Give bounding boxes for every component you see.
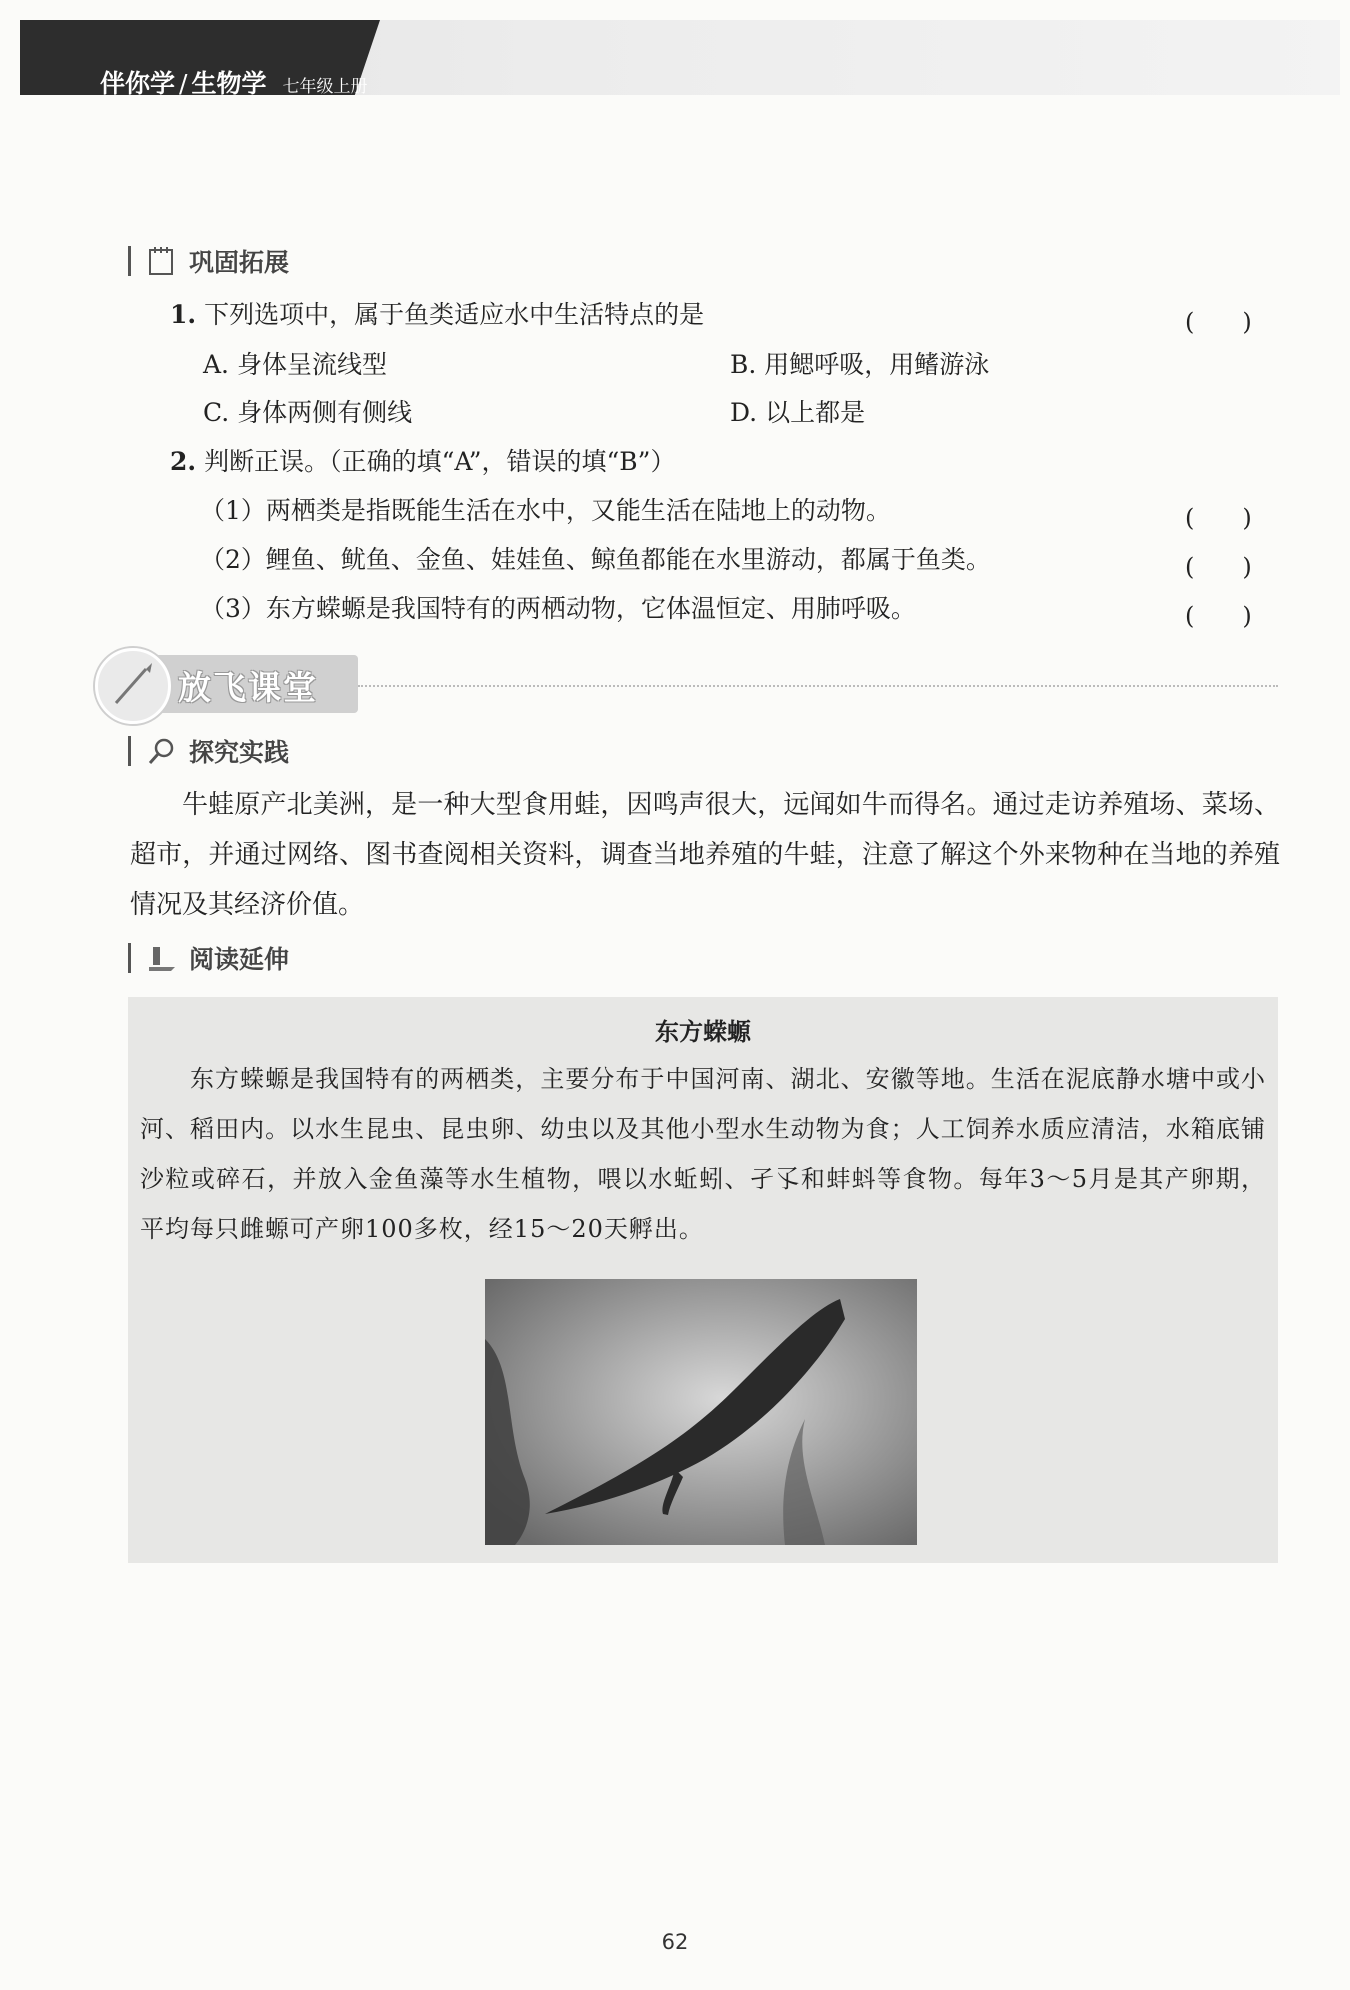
banner-badge (95, 648, 171, 724)
book-grade: 七年级上册 (282, 77, 368, 97)
reading-body: 东方蝾螈是我国特有的两栖类，主要分布于中国河南、湖北、安徽等地。生活在泥底静水塘中或小河、稻田内。以水生昆虫、昆虫卵、幼虫以及其他小型水生动物为食；人工饲养水质应清洁，水箱底铺沙粒或碎石，并放入金鱼藻等水生植物，喂以水蚯蚓、孑孓和蚌蚪等食物。每年3～5月是其产卵期，平均每只雌螈可产卵100多枚，经15～20天孵出。 (140, 1065, 1266, 1243)
section-bar (128, 943, 131, 973)
book-brand: 伴你学 (100, 69, 176, 98)
banner-dotted-line (358, 685, 1278, 687)
question-2 (170, 447, 675, 477)
consolidation-title: 巩固拓展 (189, 248, 290, 277)
practice-heading (128, 733, 289, 769)
judgment-item-2-paren: ( ) (1185, 553, 1252, 581)
question-1-answer-paren: ( ) (1185, 308, 1252, 336)
section-bar (128, 736, 131, 766)
option-c-label: C. (203, 398, 230, 427)
option-a-label: A. (203, 350, 230, 379)
header-divider: / (179, 69, 188, 98)
option-d-label: D. (730, 398, 758, 427)
option-b (730, 350, 989, 380)
banner-title: 放飞课堂 (178, 668, 318, 707)
option-a (203, 350, 387, 380)
question-1-text: 下列选项中，属于鱼类适应水中生活特点的是 (204, 300, 705, 329)
option-c (203, 398, 412, 428)
notepad-icon (147, 246, 177, 276)
option-b-label: B. (730, 350, 757, 379)
question-1 (170, 300, 704, 330)
practice-title: 探究实践 (189, 738, 290, 767)
question-2-text: 判断正误。（正确的填“A”，错误的填“B”） (204, 447, 676, 476)
judgment-item-2: （2）鲤鱼、鱿鱼、金鱼、娃娃鱼、鲸鱼都能在水里游动，都属于鱼类。 (200, 545, 991, 574)
reading-heading (128, 940, 289, 976)
judgment-item-1-paren: ( ) (1185, 504, 1252, 532)
question-2-number: 2. (170, 447, 197, 476)
salamander-photo (485, 1279, 917, 1545)
consolidation-heading (128, 243, 289, 279)
option-c-text: 身体两侧有侧线 (237, 398, 413, 427)
salamander-illustration (485, 1279, 917, 1545)
option-b-text: 用鳃呼吸，用鳍游泳 (764, 350, 990, 379)
pen-icon (98, 651, 168, 721)
book-icon (147, 943, 177, 973)
reading-title: 阅读延伸 (189, 945, 290, 974)
option-d (730, 398, 865, 428)
option-d-text: 以上都是 (765, 398, 866, 427)
section-bar (128, 246, 131, 276)
judgment-item-3: （3）东方蝾螈是我国特有的两栖动物，它体温恒定、用肺呼吸。 (200, 594, 916, 623)
page-number: 62 (661, 1930, 689, 1954)
option-a-text: 身体呈流线型 (236, 350, 387, 379)
book-header (100, 64, 367, 100)
reading-box (128, 997, 1278, 1563)
book-subject: 生物学 (191, 69, 267, 98)
judgment-item-3-paren: ( ) (1185, 602, 1252, 630)
practice-paragraph: 牛蛙原产北美洲，是一种大型食用蛙，因鸣声很大，远闻如牛而得名。通过走访养殖场、菜场、超市，并通过网络、图书查阅相关资料，调查当地养殖的牛蛙，注意了解这个外来物种在当地的养殖情况及其经济价值。 (130, 790, 1280, 920)
magnifier-icon (147, 736, 177, 766)
reading-box-title: 东方蝾螈 (655, 1018, 751, 1046)
question-1-number: 1. (170, 300, 197, 329)
judgment-item-1: （1）两栖类是指既能生活在水中，又能生活在陆地上的动物。 (200, 496, 891, 525)
